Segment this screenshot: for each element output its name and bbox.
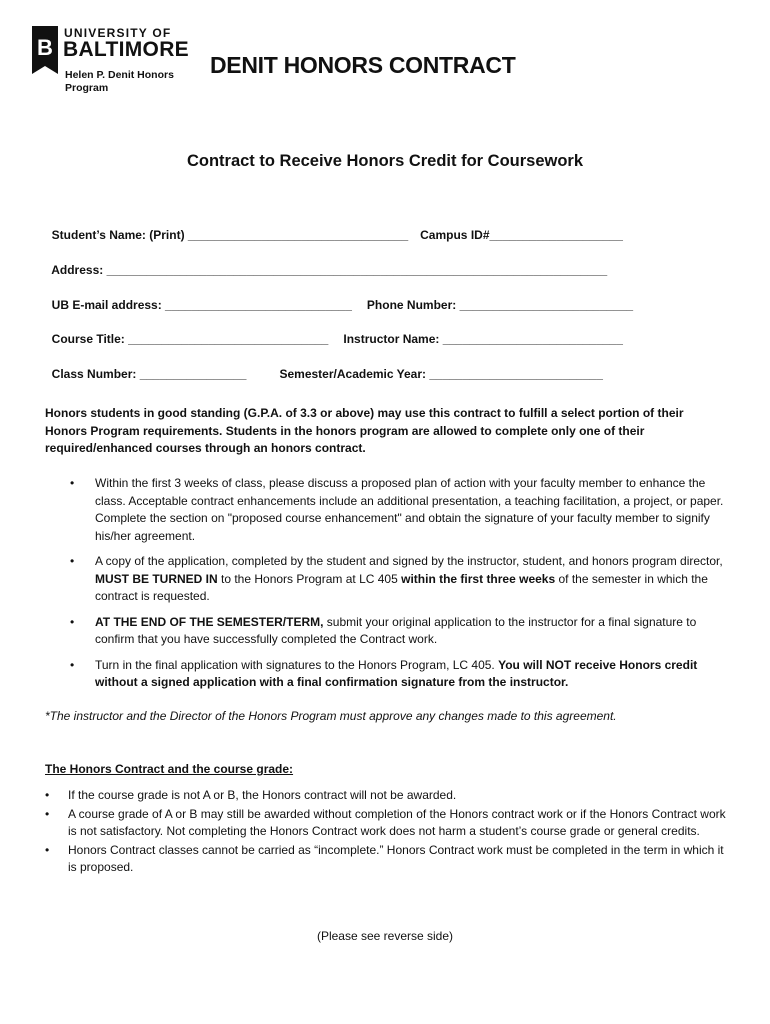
document-title: DENIT HONORS CONTRACT bbox=[210, 52, 516, 78]
instruction-text: submit your original application to the instructor for a final signature to confirm that you have successfully completed the Contract work. bbox=[95, 614, 697, 646]
course-title-field[interactable]: Course Title: ______________________________ bbox=[51, 332, 329, 346]
instruction-text: Within the first 3 weeks of class, please discuss a proposed plan of action with your faculty member to enhance the class. Acceptable contract enhancements include an additional presentation, a teaching facilitation, a project, or paper. Complete the section on "proposed course enhancement" and obtain the signature of your faculty member to signify his/her agreement. bbox=[95, 476, 724, 543]
approval-note: *The instructor and the Director of the Honors Program must approve any changes made to this agreement. bbox=[45, 709, 617, 723]
logo-program-line2: Program bbox=[65, 82, 109, 94]
list-item: • Honors Contract classes cannot be carried as “incomplete.” Honors Contract work must be completed in the term in which it is proposed. bbox=[45, 842, 735, 877]
intro-paragraph: Honors students in good standing (G.P.A. of 3.3 or above) may use this contract to fulfill a select portion of their Honors Program requirements. Students in the honors program are allowed to complete only one of their required/enhanced courses through an honors contract. bbox=[45, 406, 684, 455]
instruction-emphasis: within the first three weeks bbox=[401, 571, 556, 586]
list-item bbox=[70, 657, 730, 692]
list-item: • A course grade of A or B may still be awarded without completion of the Honors contract work or if the Honors Contract work is not satisfactory. Not completing the Honors Contract work does not harm a student’s course grade or general credits. bbox=[45, 806, 735, 841]
list-item bbox=[70, 614, 730, 649]
logo-baltimore: BALTIMORE bbox=[63, 38, 189, 61]
instructor-name-field[interactable]: Instructor Name: ___________________________ bbox=[343, 332, 623, 346]
field-row-address bbox=[45, 249, 607, 277]
instruction-emphasis: MUST BE TURNED IN bbox=[95, 571, 218, 586]
instructions-list bbox=[70, 475, 730, 700]
field-row-contact bbox=[45, 284, 633, 312]
grade-list bbox=[45, 787, 735, 878]
instruction-text: to the Honors Program at LC 405 bbox=[217, 571, 402, 586]
university-logo bbox=[32, 24, 202, 99]
email-field[interactable]: UB E-mail address: ____________________________ bbox=[51, 298, 352, 312]
field-row-course bbox=[45, 318, 623, 346]
address-field[interactable]: Address: ___________________________________________________________________________ bbox=[51, 263, 608, 277]
logo-program-name bbox=[65, 69, 174, 95]
document-subtitle: Contract to Receive Honors Credit for Coursework bbox=[186, 152, 584, 170]
class-number-field[interactable]: Class Number: ________________ bbox=[51, 367, 247, 381]
instruction-text: Turn in the final application with signatures to the Honors Program, LC 405. bbox=[95, 657, 499, 672]
list-item: • If the course grade is not A or B, the Honors contract will not be awarded. bbox=[45, 787, 735, 805]
list-item bbox=[70, 475, 730, 545]
reverse-side-note: (Please see reverse side) bbox=[316, 929, 454, 943]
student-name-field[interactable]: Student’s Name: (Print) _________________________________ bbox=[51, 228, 409, 242]
instruction-emphasis: AT THE END OF THE SEMESTER/TERM, bbox=[95, 614, 324, 629]
list-item bbox=[70, 553, 730, 606]
phone-field[interactable]: Phone Number: __________________________ bbox=[366, 298, 634, 312]
campus-id-field[interactable]: Campus ID#____________________ bbox=[420, 228, 623, 242]
field-row-class bbox=[45, 353, 603, 381]
grade-section-title: The Honors Contract and the course grade: bbox=[45, 762, 294, 776]
logo-mark: B bbox=[37, 35, 53, 60]
logo-university-of: UNIVERSITY OF bbox=[64, 26, 172, 40]
semester-field[interactable]: Semester/Academic Year: __________________________ bbox=[279, 367, 603, 381]
instruction-emphasis: You will NOT receive Honors credit without a signed application with a final confirmation signature from the instructor. bbox=[95, 657, 698, 689]
field-row-name bbox=[45, 214, 623, 242]
instruction-text: of the semester in which the contract is requested. bbox=[95, 571, 708, 603]
logo-program-line1: Helen P. Denit Honors bbox=[65, 69, 174, 81]
logo-banner-icon bbox=[32, 26, 58, 74]
instruction-text: A copy of the application, completed by the student and signed by the instructor, student, and honors program director, bbox=[95, 554, 723, 568]
